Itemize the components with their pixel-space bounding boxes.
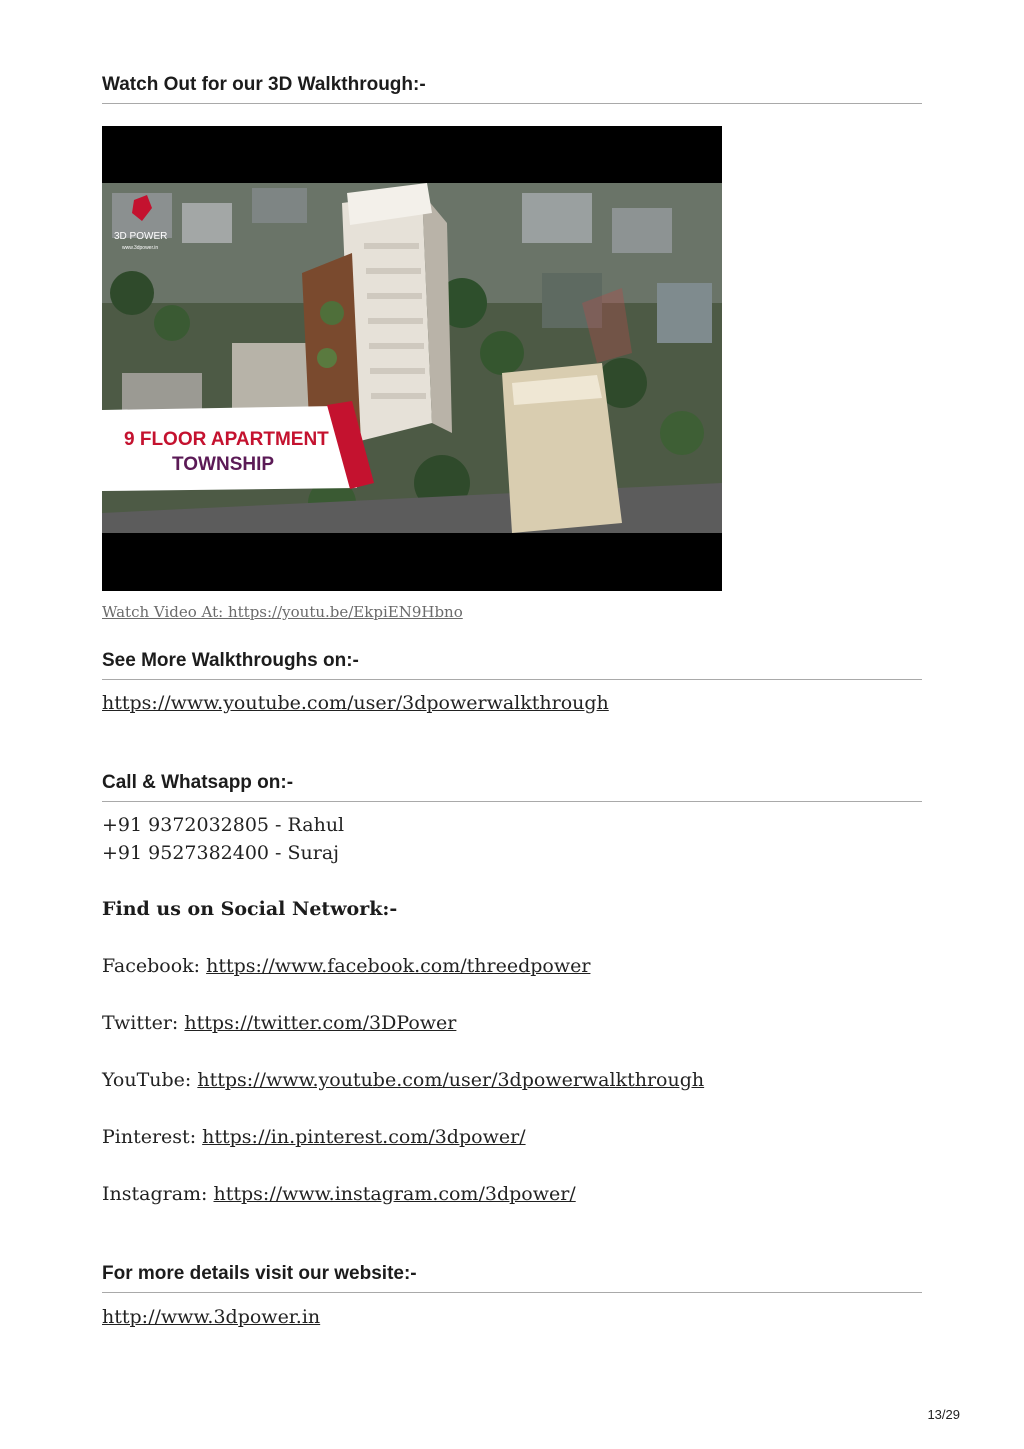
social-label-instagram: Instagram: xyxy=(102,1183,214,1205)
brand-logo-text: 3D POWER xyxy=(114,231,168,242)
social-label-twitter: Twitter: xyxy=(102,1012,185,1034)
section-heading-social: Find us on Social Network:- xyxy=(102,898,398,920)
contact-suraj: +91 9527382400 - Suraj xyxy=(102,842,340,864)
facebook-link[interactable]: https://www.facebook.com/threedpower xyxy=(206,955,591,977)
walkthrough-render-image xyxy=(102,183,722,533)
contact-rahul: +91 9372032805 - Rahul xyxy=(102,814,345,836)
pinterest-link[interactable]: https://in.pinterest.com/3dpower/ xyxy=(202,1126,526,1148)
banner-title-line1: 9 FLOOR APARTMENT xyxy=(124,429,329,450)
section-heading-more-walkthroughs: See More Walkthroughs on:- xyxy=(102,650,922,680)
page-number: 13/29 xyxy=(927,1407,960,1422)
walkthrough-channel-line xyxy=(102,692,609,714)
social-item-pinterest xyxy=(102,1126,526,1148)
section-heading-call: Call & Whatsapp on:- xyxy=(102,772,922,802)
social-item-facebook xyxy=(102,955,590,977)
brand-logo-url: www.3dpower.in xyxy=(122,245,159,251)
youtube-channel-link[interactable]: https://www.youtube.com/user/3dpowerwalkthrough xyxy=(102,692,609,714)
video-caption-link[interactable]: Watch Video At: https://youtu.be/EkpiEN9Hbno xyxy=(102,603,463,621)
twitter-link[interactable]: https://twitter.com/3DPower xyxy=(184,1012,457,1034)
instagram-link[interactable]: https://www.instagram.com/3dpower/ xyxy=(213,1183,576,1205)
social-item-twitter xyxy=(102,1012,456,1034)
social-label-youtube: YouTube: xyxy=(102,1069,198,1091)
social-item-instagram xyxy=(102,1183,576,1205)
section-heading-website: For more details visit our website:- xyxy=(102,1263,922,1293)
section-heading-walkthrough: Watch Out for our 3D Walkthrough:- xyxy=(102,74,922,104)
youtube-link[interactable]: https://www.youtube.com/user/3dpowerwalkthrough xyxy=(197,1069,705,1091)
social-label-pinterest: Pinterest: xyxy=(102,1126,203,1148)
website-link[interactable]: http://www.3dpower.in xyxy=(102,1306,321,1328)
video-thumbnail[interactable] xyxy=(102,126,722,591)
banner-title-line2: TOWNSHIP xyxy=(172,454,275,475)
website-line xyxy=(102,1306,320,1328)
social-label-facebook: Facebook: xyxy=(102,955,207,977)
social-item-youtube xyxy=(102,1069,704,1091)
